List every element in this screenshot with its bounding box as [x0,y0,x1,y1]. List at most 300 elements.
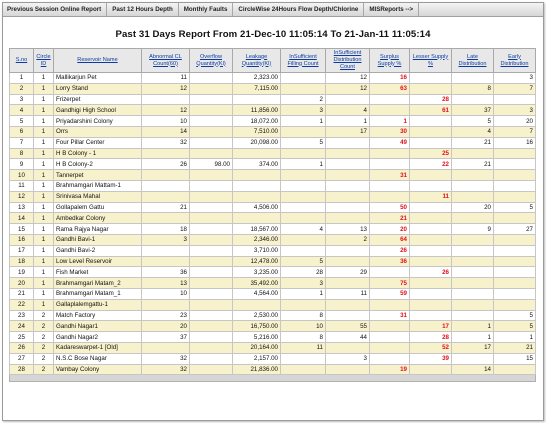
table-cell [190,364,233,375]
table-cell [494,245,536,256]
table-cell: 17 [410,321,452,332]
tab-monthly-faults[interactable]: Monthly Faults [179,3,234,16]
table-cell: 1 [34,83,54,94]
report-table [9,48,536,382]
table-cell [142,342,190,353]
table-cell [452,170,494,181]
table-cell [370,94,410,105]
table-cell [190,310,233,321]
table-cell [410,299,452,310]
column-header[interactable]: InSufficient Filling Count [281,49,326,73]
table-cell [281,170,326,181]
table-cell: 52 [410,342,452,353]
table-cell: Fish Market [54,267,142,278]
table-cell: 1 [34,288,54,299]
table-cell: 12 [326,83,370,94]
table-cell: 5 [452,116,494,127]
table-cell: 37 [452,105,494,116]
table-cell [410,126,452,137]
table-cell [410,180,452,191]
table-cell [452,310,494,321]
table-cell: Gandhigi High School [54,105,142,116]
table-cell: 30 [370,126,410,137]
table-row [10,105,536,116]
table-cell [410,137,452,148]
table-cell: 35,492.00 [233,278,281,289]
table-cell: 25 [10,332,34,343]
table-cell: 18 [10,256,34,267]
table-cell: H B Colony - 1 [54,148,142,159]
table-cell [370,191,410,202]
table-cell [190,170,233,181]
table-cell: 18 [142,224,190,235]
table-cell [190,83,233,94]
column-header[interactable]: Leakage Quantity(Kl) [233,49,281,73]
table-cell [326,278,370,289]
table-row [10,202,536,213]
table-cell: 20 [452,202,494,213]
table-cell: 12,478.00 [233,256,281,267]
table-cell: 1 [34,202,54,213]
table-cell: 3 [494,73,536,84]
table-cell: 3,710.00 [233,245,281,256]
table-cell: 8 [281,310,326,321]
table-cell: 5 [281,137,326,148]
table-cell: Gandhi Bavi-1 [54,234,142,245]
table-header-row [10,49,536,73]
table-cell: 36 [370,256,410,267]
table-cell [494,94,536,105]
table-cell: 9 [452,224,494,235]
table-cell: 2,323.00 [233,73,281,84]
table-cell [494,278,536,289]
table-cell: 20 [494,116,536,127]
table-row [10,234,536,245]
table-cell [326,299,370,310]
table-cell [410,170,452,181]
table-cell: 18,072.00 [233,116,281,127]
column-header[interactable]: Lesser Supply % [410,49,452,73]
column-header[interactable]: S.no [10,49,34,73]
table-row [10,213,536,224]
table-cell [281,180,326,191]
table-cell: 10 [281,321,326,332]
table-cell [494,288,536,299]
table-cell: 15 [10,224,34,235]
table-cell: 44 [326,332,370,343]
table-cell: 17 [326,126,370,137]
table-cell: 22 [10,299,34,310]
table-cell: 32 [142,137,190,148]
table-cell: 13 [10,202,34,213]
table-cell: 39 [410,353,452,364]
table-cell: 1 [34,94,54,105]
table-cell: 14 [142,126,190,137]
table-cell: 1 [34,224,54,235]
table-cell: 1 [34,126,54,137]
table-cell: 12 [142,105,190,116]
table-cell: Four Pillar Center [54,137,142,148]
table-cell: 10 [142,116,190,127]
table-cell [190,94,233,105]
table-cell [410,73,452,84]
table-cell [190,299,233,310]
table-cell: 1 [34,213,54,224]
table-cell [190,148,233,159]
table-cell [326,137,370,148]
table-cell: 2 [34,364,54,375]
table-cell [326,170,370,181]
table-cell [452,148,494,159]
table-cell [494,364,536,375]
table-cell: 4 [452,126,494,137]
table-cell: 2,346.00 [233,234,281,245]
table-cell [190,234,233,245]
table-cell: Gandhi Nagar1 [54,321,142,332]
table-cell [370,159,410,170]
table-row [10,73,536,84]
table-cell: 1 [326,116,370,127]
table-cell [281,213,326,224]
table-cell [410,213,452,224]
table-cell [410,245,452,256]
table-cell: 7 [494,126,536,137]
table-cell [370,180,410,191]
table-cell: Tannerpet [54,170,142,181]
table-cell: Match Factory [54,310,142,321]
table-cell [281,148,326,159]
table-cell: 19 [370,364,410,375]
table-cell: 12 [142,83,190,94]
column-header[interactable]: Early Distribution [494,49,536,73]
table-row [10,137,536,148]
table-cell: 17 [452,342,494,353]
table-cell: 1 [281,159,326,170]
tab-previous-session-online-report[interactable]: Previous Session Online Report [3,3,107,16]
table-cell: 4 [281,224,326,235]
table-cell [190,224,233,235]
table-cell: 2 [34,321,54,332]
table-cell: 27 [10,353,34,364]
table-cell [452,288,494,299]
table-cell [410,83,452,94]
table-cell [326,364,370,375]
table-cell [494,267,536,278]
table-cell: 61 [410,105,452,116]
table-cell [281,73,326,84]
table-cell [410,310,452,321]
table-cell: 31 [370,170,410,181]
table-cell [233,94,281,105]
table-cell: Orrs [54,126,142,137]
table-row [10,364,536,375]
table-cell [281,364,326,375]
table-row [10,353,536,364]
column-header[interactable]: Overflow Quantity(Kl) [190,49,233,73]
table-cell [281,299,326,310]
table-cell: N.S.C Bose Nagar [54,353,142,364]
table-cell: 1 [10,73,34,84]
table-cell: 15 [494,353,536,364]
table-cell [326,148,370,159]
table-cell: 2,157.00 [233,353,281,364]
column-header[interactable]: Late Distribution [452,49,494,73]
table-cell [452,213,494,224]
table-cell: H B Colony-2 [54,159,142,170]
table-cell: 1 [34,180,54,191]
table-cell: 28 [281,267,326,278]
table-cell [452,299,494,310]
table-cell [190,180,233,191]
table-cell [410,278,452,289]
table-cell: 10 [142,288,190,299]
table-cell [190,105,233,116]
table-row [10,191,536,202]
table-cell [142,245,190,256]
table-cell [190,267,233,278]
table-cell: 59 [370,288,410,299]
table-cell: Priyadarshini Colony [54,116,142,127]
table-cell: 5 [494,202,536,213]
table-cell [452,94,494,105]
table-footer-row [10,375,536,382]
table-cell: 1 [370,116,410,127]
table-cell: Vambay Colony [54,364,142,375]
table-cell: 10 [10,170,34,181]
table-cell: 3 [281,105,326,116]
table-cell: 20 [370,224,410,235]
table-cell [233,213,281,224]
table-cell: Gandhi Nagar2 [54,332,142,343]
table-cell [281,353,326,364]
table-cell: 28 [410,332,452,343]
table-cell: 11 [410,191,452,202]
table-cell: 26 [410,267,452,278]
table-cell: 11 [326,288,370,299]
table-cell: 3 [494,105,536,116]
table-cell [142,170,190,181]
table-cell [494,170,536,181]
table-cell [190,73,233,84]
table-cell [410,234,452,245]
table-cell: 4,506.00 [233,202,281,213]
table-cell: 75 [370,278,410,289]
table-row [10,256,536,267]
table-cell: 23 [142,310,190,321]
table-cell [190,116,233,127]
table-row [10,83,536,94]
tab-mis-reports[interactable]: MISReports --> [364,3,419,16]
report-window [2,2,544,421]
table-cell: 8 [10,148,34,159]
table-cell: 7,510.00 [233,126,281,137]
table-cell: 5 [494,321,536,332]
table-cell: 11 [281,342,326,353]
table-row [10,278,536,289]
table-cell: 20,098.00 [233,137,281,148]
table-cell [410,116,452,127]
table-cell [410,202,452,213]
table-row [10,159,536,170]
table-cell: 21,836.00 [233,364,281,375]
table-row [10,180,536,191]
table-footer [10,375,536,382]
table-cell: 5 [281,256,326,267]
table-cell: 7 [10,137,34,148]
table-cell [190,342,233,353]
table-cell: Gallaplalemgattu-1 [54,299,142,310]
table-cell [281,191,326,202]
table-cell: 1 [34,267,54,278]
table-cell [190,321,233,332]
table-cell [142,180,190,191]
table-cell [452,245,494,256]
table-cell [326,213,370,224]
table-cell: 1 [34,148,54,159]
table-cell: Kadareswarpet-1 [Old] [54,342,142,353]
table-cell: 20 [142,321,190,332]
column-header[interactable]: Abnormal CL Count(60) [142,49,190,73]
table-cell [410,364,452,375]
column-header[interactable]: Circle ID [34,49,54,73]
table-cell: 98.00 [190,159,233,170]
table-cell [190,137,233,148]
table-cell [142,191,190,202]
table-cell [190,353,233,364]
table-cell [142,94,190,105]
table-cell [494,159,536,170]
table-cell: 16 [10,234,34,245]
table-cell [326,159,370,170]
table-cell: 20,164.00 [233,342,281,353]
table-cell: 1 [34,170,54,181]
table-cell: 2 [34,342,54,353]
table-cell [326,310,370,321]
table-cell: 6 [10,126,34,137]
report-tab-bar [3,3,543,17]
table-cell [326,180,370,191]
table-cell: 29 [326,267,370,278]
table-cell [494,180,536,191]
table-cell: 3 [142,234,190,245]
table-row [10,288,536,299]
table-cell [452,180,494,191]
table-cell: 1 [34,278,54,289]
table-cell: 374.00 [233,159,281,170]
table-cell: Brahmamgari Mattam-1 [54,180,142,191]
table-cell: 55 [326,321,370,332]
table-cell: 7 [494,83,536,94]
table-cell: 36 [142,267,190,278]
table-cell: 11 [10,180,34,191]
table-cell: 16 [370,73,410,84]
table-cell: 17 [10,245,34,256]
table-cell [326,342,370,353]
table-cell: 9 [10,159,34,170]
table-cell [233,191,281,202]
table-cell [233,148,281,159]
table-cell: 25 [410,148,452,159]
table-cell: 32 [142,353,190,364]
table-cell [494,213,536,224]
table-cell: 2 [10,83,34,94]
tab-circlewise-24hours-flow[interactable]: CircleWise 24Hours Flow Depth/Chlorine [233,3,364,16]
table-cell: 28 [410,94,452,105]
table-cell: 26 [370,245,410,256]
table-cell: 21 [452,137,494,148]
table-cell [494,299,536,310]
column-header[interactable]: InSufficient Distribution Count [326,49,370,73]
table-cell: 32 [142,364,190,375]
table-cell [370,299,410,310]
table-cell: Lorry Stand [54,83,142,94]
table-cell [142,213,190,224]
table-row [10,126,536,137]
column-header[interactable]: Surplus Supply % [370,49,410,73]
table-cell [233,180,281,191]
table-row [10,245,536,256]
table-cell [281,83,326,94]
table-cell: 14 [10,213,34,224]
table-cell: 7,115.00 [233,83,281,94]
tab-past-12-hours-depth[interactable]: Past 12 Hours Depth [107,3,179,16]
table-cell [190,278,233,289]
table-cell [326,245,370,256]
table-cell [326,202,370,213]
table-cell: 24 [10,321,34,332]
table-cell: 1 [34,299,54,310]
table-cell [326,191,370,202]
table-row [10,116,536,127]
table-cell [370,332,410,343]
table-cell [452,278,494,289]
table-cell: Rama Rajya Nagar [54,224,142,235]
table-cell: 1 [34,256,54,267]
table-cell [494,148,536,159]
table-cell: 11,856.00 [233,105,281,116]
table-cell: 5 [494,310,536,321]
table-cell [190,288,233,299]
table-cell [190,213,233,224]
table-cell: 4,564.00 [233,288,281,299]
table-cell: 31 [370,310,410,321]
table-cell: 1 [34,116,54,127]
table-cell [142,299,190,310]
table-cell: 37 [142,332,190,343]
table-cell: 16 [494,137,536,148]
table-cell [452,234,494,245]
table-cell: 18,567.00 [233,224,281,235]
table-cell: Brahmamgari Matam_2 [54,278,142,289]
table-cell [233,170,281,181]
table-row [10,267,536,278]
table-cell [190,191,233,202]
table-cell: 22 [410,159,452,170]
table-cell: 13 [142,278,190,289]
table-cell: 12 [326,73,370,84]
table-cell: 1 [281,288,326,299]
table-cell: 21 [142,202,190,213]
table-cell [190,202,233,213]
table-cell: Brahmamgari Matam_1 [54,288,142,299]
column-header[interactable]: Reservoir Name [54,49,142,73]
table-cell: 13 [326,224,370,235]
table-cell [326,256,370,267]
table-row [10,332,536,343]
table-cell [452,73,494,84]
table-row [10,94,536,105]
table-body [10,73,536,375]
